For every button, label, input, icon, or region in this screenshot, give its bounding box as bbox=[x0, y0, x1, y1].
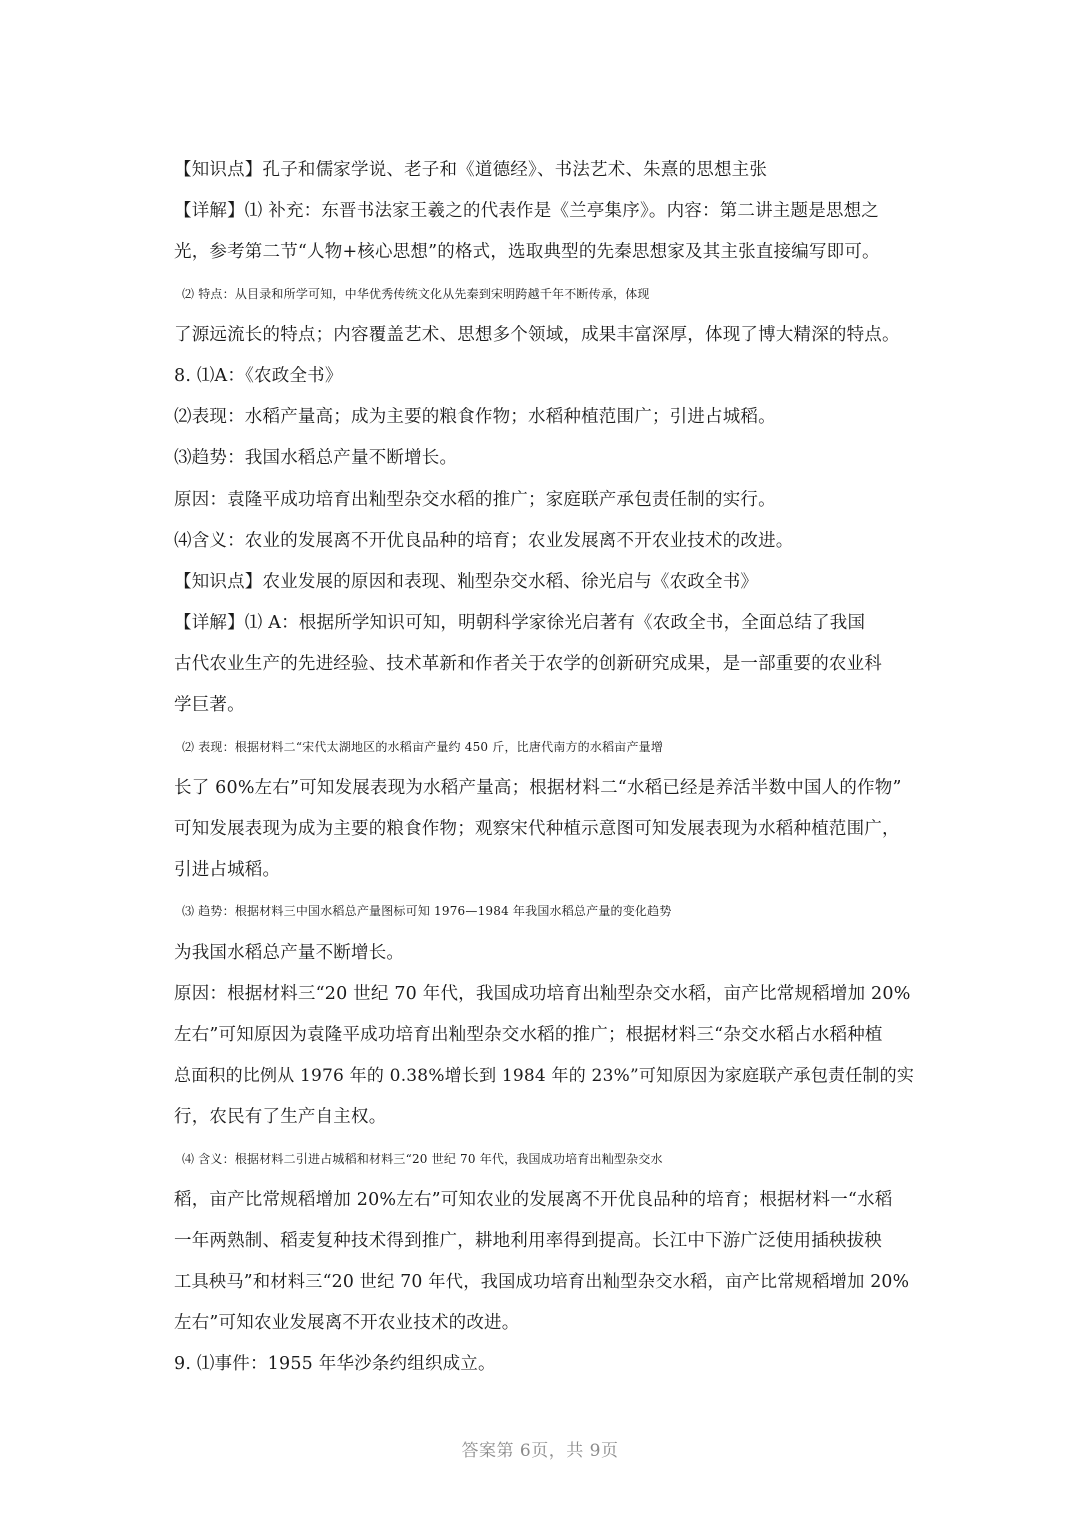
text-line: ⑷含义：农业的发展离不开优良品种的培育；农业发展离不开农业技术的改进。 bbox=[174, 530, 794, 551]
text-line: 【详解】⑴ A：根据所学知识可知，明朝科学家徐光启著有《农政全书，全面总结了我国 bbox=[174, 613, 866, 634]
text-line: ⑶ 趋势：根据材料三中国水稻总产量图标可知 1976—1984 年我国水稻总产量的变化趋势 bbox=[182, 904, 672, 919]
text-line: 工具秧马”和材料三“20 世纪 70 年代，我国成功培育出籼型杂交水稻，亩产比常规稻增加 20% bbox=[174, 1272, 910, 1293]
text-line: 可知发展表现为成为主要的粮食作物；观察宋代种植示意图可知发展表现为水稻种植范围广， bbox=[174, 819, 900, 839]
text-line: ⑵ 表现：根据材料二“宋代太湖地区的水稻亩产量约 450 斤，比唐代南方的水稻亩产量增 bbox=[182, 739, 664, 754]
text-line: ⑶趋势：我国水稻总产量不断增长。 bbox=[174, 448, 458, 469]
text-line: 古代农业生产的先进经验、技术革新和作者关于农学的创新研究成果，是一部重要的农业科 bbox=[174, 654, 882, 675]
text-line: 稻，亩产比常规稻增加 20%左右”可知农业的发展离不开优良品种的培育；根据材料一“水稻 bbox=[174, 1189, 893, 1210]
text-line: 原因：根据材料三“20 世纪 70 年代，我国成功培育出籼型杂交水稻，亩产比常规稻增加 20% bbox=[174, 983, 911, 1004]
page-footer: 答案第 6页，共 9页 bbox=[461, 1441, 619, 1461]
text-line: 光，参考第二节“人物+核心思想”的格式，选取典型的先秦思想家及其主张直接编写即可。 bbox=[174, 242, 880, 263]
text-line: 8. ⑴A：《农政全书》 bbox=[174, 365, 343, 386]
text-line: 为我国水稻总产量不断增长。 bbox=[174, 942, 405, 963]
text-line: 行，农民有了生产自主权。 bbox=[174, 1107, 387, 1128]
text-line: 总面积的比例从 1976 年的 0.38%增长到 1984 年的 23%”可知原因为家庭联产承包责任制的实 bbox=[174, 1066, 915, 1087]
text-line: ⑵表现：水稻产量高；成为主要的粮食作物；水稻种植范围广；引进占城稻。 bbox=[174, 407, 776, 428]
text-line: 【知识点】农业发展的原因和表现、籼型杂交水稻、徐光启与《农政全书》 bbox=[174, 571, 759, 592]
document-body bbox=[174, 150, 918, 1386]
text-line: 原因：袁隆平成功培育出籼型杂交水稻的推广；家庭联产承包责任制的实行。 bbox=[174, 489, 776, 510]
text-line: 一年两熟制、稻麦复种技术得到推广，耕地利用率得到提高。长江中下游广泛使用插秧拔秧 bbox=[174, 1230, 882, 1251]
text-line: 左右”可知农业发展离不开农业技术的改进。 bbox=[174, 1313, 520, 1334]
text-line: 长了 60%左右”可知发展表现为水稻产量高；根据材料二“水稻已经是养活半数中国人的作物” bbox=[174, 777, 902, 798]
text-line: 学巨著。 bbox=[174, 695, 245, 716]
text-line: ⑷ 含义：根据材料二引进占城稻和材料三“20 世纪 70 年代，我国成功培育出籼型杂交水 bbox=[182, 1151, 663, 1166]
text-line: 【详解】⑴ 补充：东晋书法家王羲之的代表作是《兰亭集序》。内容：第二讲主题是思想之 bbox=[174, 201, 880, 222]
text-line: 引进占城稻。 bbox=[174, 860, 281, 881]
text-line: ⑵ 特点：从目录和所学可知，中华优秀传统文化从先秦到宋明跨越千年不断传承，体现 bbox=[182, 286, 650, 301]
text-line: 了源远流长的特点；内容覆盖艺术、思想多个领域，成果丰富深厚，体现了博大精深的特点。 bbox=[174, 324, 900, 345]
text-line: 9. ⑴事件：1955 年华沙条约组织成立。 bbox=[174, 1354, 496, 1375]
text-line: 【知识点】孔子和儒家学说、老子和《道德经》、书法艺术、朱熹的思想主张 bbox=[174, 160, 768, 180]
text-line: 左右”可知原因为袁隆平成功培育出籼型杂交水稻的推广；根据材料三“杂交水稻占水稻种植 bbox=[174, 1024, 883, 1045]
